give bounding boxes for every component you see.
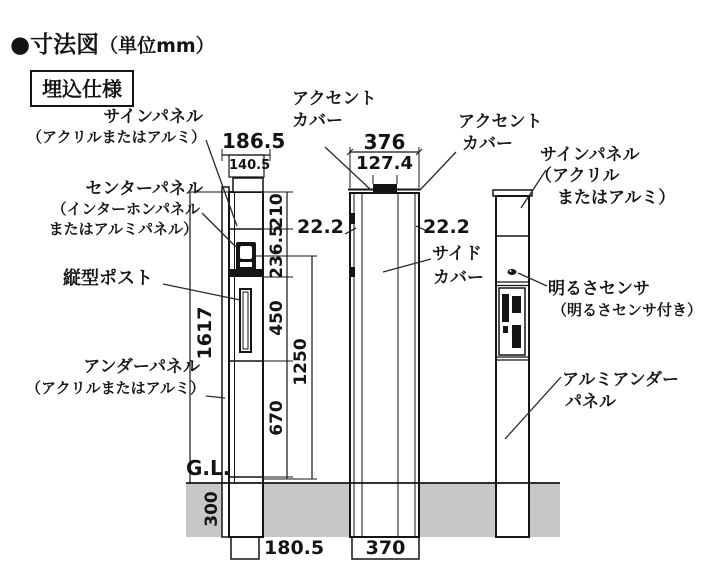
- dim-total-height: 1617: [194, 306, 216, 360]
- label-accent-cover-right-1: アクセント: [458, 112, 543, 132]
- label-side-cover-2: カバー: [433, 268, 484, 288]
- dim-center-panel-height: 236.5: [267, 225, 287, 279]
- dim-side-cover-right: 22.2: [423, 216, 470, 238]
- label-sign-panel-right-3: またはアルミ）: [557, 188, 676, 208]
- spec-badge: 埋込仕様: [30, 70, 134, 107]
- brightness-sensor-dot: [508, 269, 517, 275]
- label-accent-cover-left-2: カバー: [292, 111, 343, 131]
- dim-left-base-width: 180.5: [264, 537, 325, 559]
- label-sign-panel-left-2: （アクリルまたはアルミ）: [27, 128, 206, 146]
- dim-lower-chain-height: 1250: [291, 338, 311, 386]
- label-accent-cover-left-1: アクセント: [292, 89, 377, 109]
- label-sign-panel-left-1: サインパネル: [103, 107, 203, 127]
- intercom-unit: [236, 242, 256, 271]
- label-under-panel-2: （アクリルまたはアルミ）: [26, 379, 205, 397]
- intercom-unit-side: [499, 288, 525, 355]
- label-accent-cover-right-2: カバー: [462, 134, 513, 154]
- dim-side-cover-left: 22.2: [297, 216, 344, 238]
- dim-center-base-width: 370: [365, 537, 406, 559]
- dim-under-panel-height: 670: [267, 400, 287, 436]
- dim-embed-depth: 300: [202, 491, 222, 527]
- page-title-text: ●寸法図: [10, 32, 100, 58]
- accent-cover-band: [373, 184, 397, 192]
- page-title: [10, 26, 215, 59]
- label-under-panel-1: アンダーパネル: [83, 357, 200, 377]
- label-side-cover-1: サイド: [432, 244, 482, 264]
- center-post-front-view: [348, 184, 421, 537]
- label-vertical-post: 縦型ポスト: [63, 268, 153, 289]
- right-post-body: [496, 196, 529, 537]
- label-sign-panel-right-2: （アクリル: [535, 166, 620, 186]
- dim-sign-panel-height: 210: [267, 193, 287, 229]
- dim-left-cap-width: 140.5: [229, 158, 271, 173]
- dim-ground-level: G.L.: [186, 456, 231, 480]
- label-center-panel-1: センターパネル: [85, 179, 203, 199]
- mail-slot: [240, 289, 251, 352]
- unit-note: （単位mm）: [99, 35, 215, 57]
- dim-center-overall-width: 376: [363, 130, 406, 154]
- dim-post-section-height: 450: [267, 300, 287, 336]
- dim-left-overall-width: 186.5: [222, 129, 286, 153]
- left-post-cap: [233, 178, 263, 192]
- dim-accent-cover-width: 127.4: [356, 153, 413, 174]
- label-sign-panel-right-1: サインパネル: [540, 145, 640, 165]
- label-center-panel-3: またはアルミパネル）: [48, 220, 198, 238]
- label-alumi-under-panel-2: パネル: [565, 392, 616, 412]
- label-brightness-sensor-1: 明るさセンサ: [548, 279, 650, 299]
- label-alumi-under-panel-1: アルミアンダー: [562, 370, 679, 390]
- right-post-side-view: [493, 190, 532, 537]
- label-brightness-sensor-2: （明るさセンサ付き）: [552, 301, 703, 319]
- label-center-panel-2: （インターホンパネル: [51, 200, 200, 218]
- center-post-body: [350, 193, 419, 537]
